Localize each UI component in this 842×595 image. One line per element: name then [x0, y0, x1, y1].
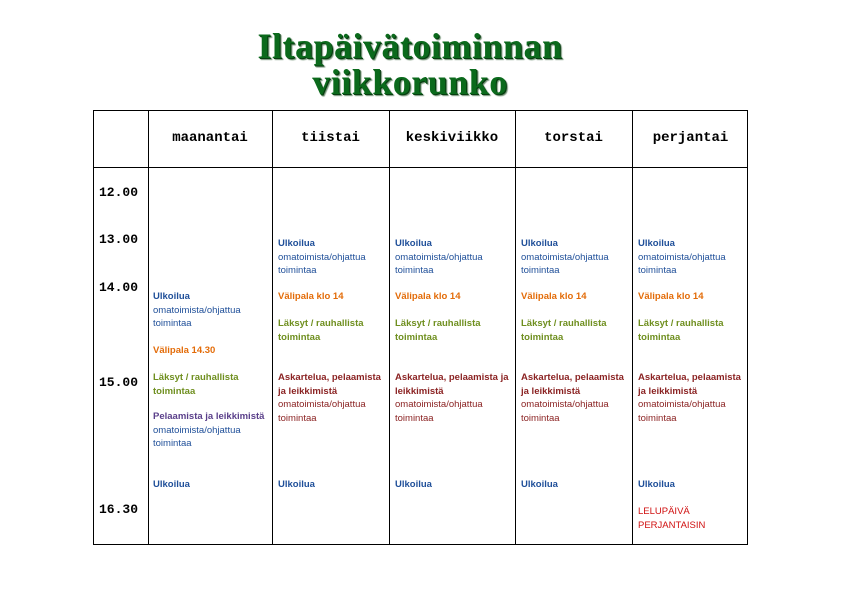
activity-title: Läksyt / rauhallista toimintaa — [153, 372, 239, 397]
column-divider — [148, 111, 149, 544]
activity-desc: omatoimista/ohjattua toimintaa — [278, 399, 366, 424]
friday-laksyt — [638, 317, 746, 344]
monday-ulkoilua-late — [153, 478, 271, 492]
column-divider — [632, 111, 633, 544]
activity-title: Läksyt / rauhallista toimintaa — [395, 318, 481, 343]
time-label: 14.00 — [99, 280, 139, 295]
activity-title: Ulkoilua — [395, 238, 432, 249]
time-label: 16.30 — [99, 502, 139, 517]
day-header-wednesday: keskiviikko — [405, 130, 499, 146]
friday-valipala — [638, 290, 746, 304]
thursday-ulkoilua-late — [521, 478, 629, 492]
thursday-valipala — [521, 290, 629, 304]
activity-title: Ulkoilua — [521, 238, 558, 249]
activity-title: Askartelua, pelaamista ja leikkimistä — [278, 372, 381, 397]
day-header-friday: perjantai — [652, 130, 729, 146]
toy-day-note: LELUPÄIVÄ PERJANTAISIN — [638, 506, 706, 531]
activity-title: Ulkoilua — [278, 479, 315, 490]
monday-laksyt — [153, 371, 271, 398]
activity-title: Välipala klo 14 — [278, 291, 344, 302]
wednesday-ulkoilua — [395, 237, 513, 278]
wednesday-laksyt — [395, 317, 513, 344]
thursday-laksyt — [521, 317, 629, 344]
activity-desc: omatoimista/ohjattua toimintaa — [153, 424, 241, 449]
activity-desc: omatoimista/ohjattua toimintaa — [395, 251, 483, 276]
page-subtitle: viikkorunko — [312, 62, 508, 102]
activity-title: Ulkoilua — [153, 479, 190, 490]
tuesday-laksyt — [278, 317, 386, 344]
activity-desc: omatoimista/ohjattua toimintaa — [521, 251, 609, 276]
monday-valipala — [153, 344, 271, 358]
tuesday-valipala — [278, 290, 386, 304]
activity-desc: omatoimista/ohjattua toimintaa — [153, 304, 241, 329]
activity-desc: omatoimista/ohjattua toimintaa — [638, 399, 726, 424]
wednesday-ulkoilua-late — [395, 478, 513, 492]
header-divider — [94, 167, 747, 168]
activity-desc: omatoimista/ohjattua toimintaa — [521, 399, 609, 424]
activity-title: Askartelua, pelaamista ja leikkimistä — [521, 372, 624, 397]
day-header-monday: maanantai — [172, 130, 248, 146]
activity-title: Askartelua, pelaamista ja leikkimistä — [395, 372, 509, 397]
friday-ulkoilua-late — [638, 478, 746, 492]
activity-title: Pelaamista ja leikkimistä — [153, 411, 265, 422]
tuesday-ulkoilua-late — [278, 478, 386, 492]
time-label: 12.00 — [99, 185, 139, 200]
activity-title: Läksyt / rauhallista toimintaa — [521, 318, 607, 343]
thursday-ulkoilua — [521, 237, 629, 278]
thursday-askartelua — [521, 371, 629, 425]
tuesday-ulkoilua — [278, 237, 386, 278]
activity-title: Ulkoilua — [395, 479, 432, 490]
activity-title: Välipala klo 14 — [395, 291, 461, 302]
activity-desc: omatoimista/ohjattua toimintaa — [395, 399, 483, 424]
activity-desc: omatoimista/ohjattua toimintaa — [638, 251, 726, 276]
column-divider — [389, 111, 390, 544]
activity-title: Välipala klo 14 — [521, 291, 587, 302]
activity-title: Läksyt / rauhallista toimintaa — [638, 318, 724, 343]
activity-title: Askartelua, pelaamista ja leikkimistä — [638, 372, 741, 397]
page-title: Iltapäivätoiminnan — [257, 26, 563, 66]
activity-title: Ulkoilua — [638, 479, 675, 490]
monday-ulkoilua — [153, 290, 271, 331]
wednesday-askartelua — [395, 371, 513, 425]
column-divider — [515, 111, 516, 544]
wednesday-valipala — [395, 290, 513, 304]
activity-title: Ulkoilua — [521, 479, 558, 490]
activity-title: Ulkoilua — [638, 238, 675, 249]
time-label: 15.00 — [99, 375, 139, 390]
activity-title: Ulkoilua — [278, 238, 315, 249]
day-header-tuesday: tiistai — [301, 130, 360, 146]
tuesday-askartelua — [278, 371, 386, 425]
friday-lelupaiva — [638, 505, 728, 532]
activity-title: Ulkoilua — [153, 291, 190, 302]
activity-title: Välipala klo 14 — [638, 291, 704, 302]
activity-title: Läksyt / rauhallista toimintaa — [278, 318, 364, 343]
time-label: 13.00 — [99, 232, 139, 247]
column-divider — [272, 111, 273, 544]
day-header-thursday: torstai — [544, 130, 603, 146]
friday-ulkoilua — [638, 237, 746, 278]
activity-desc: omatoimista/ohjattua toimintaa — [278, 251, 366, 276]
schedule-table — [93, 110, 748, 545]
friday-askartelua — [638, 371, 746, 425]
activity-title: Välipala 14.30 — [153, 345, 216, 356]
monday-pelaamista — [153, 410, 271, 451]
